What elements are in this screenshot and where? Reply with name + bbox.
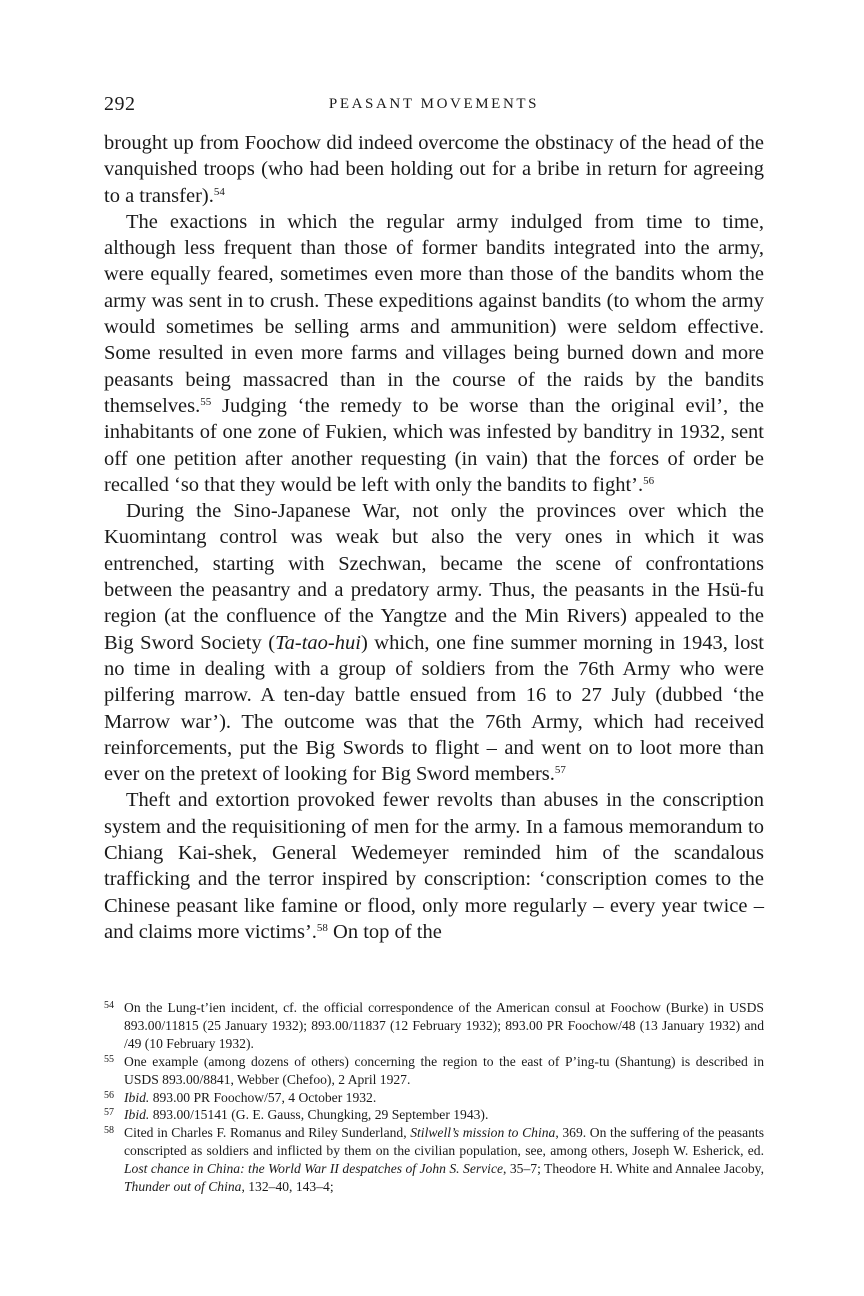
paragraph: [104, 787, 764, 945]
text-run: , 35–7; Theodore H. White and Annalee Jacoby,: [503, 1161, 764, 1177]
footnote-reference: 56: [643, 474, 655, 487]
footnote: [104, 1053, 764, 1089]
text-run: During the Sino-Japanese War, not only the provinces over which the Kuomintang control was weak but also the very ones in which it was entrenched, starting with Szechwan, became the scene of confrontations between the peasantry and a predatory army. Thus, the peasants in the Hsü-fu region (at the confluence of the Yangtze and the Min Rivers) appealed to the Big Sword Society (: [104, 500, 764, 654]
footnote-reference: 57: [554, 764, 566, 777]
paragraph: [104, 209, 764, 498]
body-text: [104, 130, 764, 945]
italic-text: Ibid.: [124, 1089, 150, 1105]
italic-text: Ibid.: [124, 1107, 150, 1123]
footnote-number: 54: [104, 1000, 114, 1011]
text-run: brought up from Foochow did indeed overcome the obstinacy of the head of the vanquished troops (who had been holding out for a bribe in return for agreeing to a transfer).: [104, 132, 764, 207]
footnote-reference: 58: [316, 921, 328, 934]
footnote-number: 57: [104, 1107, 114, 1119]
footnote-number: 58: [104, 1125, 114, 1137]
footnote: [104, 1124, 764, 1196]
text-run: Cited in Charles F. Romanus and Riley Sunderland,: [124, 1125, 411, 1141]
text-run: Judging ‘the remedy to be worse than the original evil’, the inhabitants of one zone of Fukien, which was infested by banditry in 1932, sent off one petition after another requesting (in vain) that the forces of order be recalled ‘so that they would be left with only the bandits to fight’.: [104, 394, 764, 496]
italic-text: Thunder out of China: [124, 1179, 242, 1195]
footnote-number: 55: [104, 1053, 114, 1065]
text-run: Theft and extortion provoked fewer revolts than abuses in the conscription system and the requisitioning of men for the army. In a famous memorandum to Chiang Kai-shek, General Wedemeyer reminded him of the scandalous trafficking and the terror inspired by conscription: ‘conscription comes to the Chinese peasant like famine or flood, only more regularly – every year twice – and claims more victims’.: [104, 789, 764, 943]
footnote: [104, 1089, 764, 1107]
italic-text: Lost chance in China: the World War II despatches of John S. Service: [124, 1161, 504, 1177]
paragraph: [104, 130, 764, 209]
running-head: PEASANT MOVEMENTS: [328, 96, 540, 112]
text-run: , 132–40, 143–4;: [241, 1179, 334, 1195]
footnotes: [104, 999, 764, 1196]
footnote: [104, 1106, 764, 1124]
footnote: [104, 999, 764, 1053]
italic-text: Ta-tao-hui: [275, 631, 361, 654]
text-run: One example (among dozens of others) concerning the region to the east of P’ing-tu (Shantung) is described in USDS 893.00/8841, Webber (Chefoo), 2 April 1927.: [124, 1053, 764, 1087]
italic-text: Stilwell’s mission to China: [410, 1125, 556, 1141]
page-header: [104, 93, 764, 117]
footnote-reference: 55: [200, 395, 212, 408]
text-run: On the Lung-t’ien incident, cf. the official correspondence of the American consul at Foochow (Burke) in USDS 893.00/11815 (25 January 1932); 893.00/11837 (12 February 1932); 893.00 PR Foochow/48 (13 January 1932) and /49 (10 February 1932).: [124, 1000, 764, 1051]
page-number: 292: [104, 93, 136, 115]
paragraph: [104, 498, 764, 787]
text-run: , 369. On the suffering of the peasants conscripted as soldiers and inflicted by them on the civilian population, see, among others, Joseph W. Esherick, ed.: [124, 1125, 764, 1159]
footnote-number: 56: [104, 1089, 114, 1101]
text-run: The exactions in which the regular army indulged from time to time, although less frequent than those of former bandits integrated into the army, were equally feared, sometimes even more than those of the bandits whom the army was sent in to crush. These expeditions against bandits (to whom the army would sometimes be selling arms and ammunition) were seldom effective. Some resulted in even more farms and villages being burned down and more peasants being massacred than in the course of the raids by the bandits themselves.: [104, 210, 764, 417]
text-run: 893.00/15141 (G. E. Gauss, Chungking, 29 September 1943).: [149, 1107, 489, 1123]
footnote-reference: 54: [213, 185, 225, 198]
text-run: ) which, one fine summer morning in 1943, lost no time in dealing with a group of soldiers from the 76th Army who were pilfering marrow. A ten-day battle ensued from 16 to 27 July (dubbed ‘the Marrow war’). The outcome was that the 76th Army, which had received reinforcements, put the Big Swords to flight – and went on to loot more than ever on the pretext of looking for Big Sword members.: [104, 631, 765, 786]
text-run: On top of the: [327, 920, 442, 943]
text-run: 893.00 PR Foochow/57, 4 October 1932.: [149, 1089, 377, 1105]
